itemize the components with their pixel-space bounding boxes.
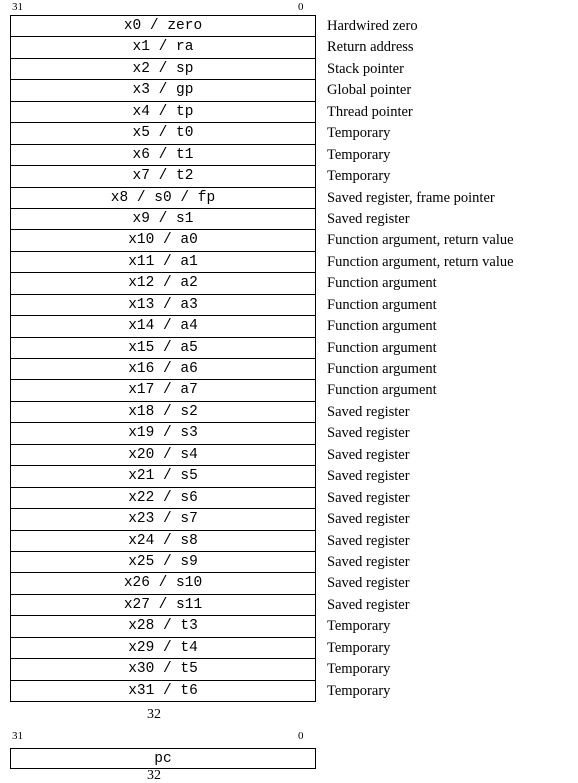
register-description: Function argument, return value — [327, 232, 514, 249]
register-row — [10, 316, 437, 337]
register-description: Temporary — [327, 682, 391, 699]
register-name-cell: x14 / a4 — [10, 316, 316, 337]
register-file-table — [10, 15, 514, 702]
register-description: Stack pointer — [327, 60, 404, 77]
register-row — [10, 638, 391, 659]
register-row — [10, 16, 418, 37]
register-row — [10, 188, 495, 209]
register-name-cell: x29 / t4 — [10, 638, 316, 659]
register-name-cell: x11 / a1 — [10, 252, 316, 273]
register-name-cell: x24 / s8 — [10, 531, 316, 552]
register-description: Saved register — [327, 596, 410, 613]
register-row — [10, 595, 410, 616]
register-row — [10, 252, 514, 273]
bottom-bit-lsb-label: 0 — [298, 730, 304, 742]
register-row — [10, 488, 410, 509]
register-description: Function argument — [327, 361, 437, 377]
register-name-cell: x3 / gp — [10, 80, 316, 101]
register-description: Saved register — [327, 511, 410, 528]
register-row — [10, 531, 410, 552]
register-name-cell: x13 / a3 — [10, 295, 316, 316]
register-name-cell: x25 / s9 — [10, 552, 316, 573]
register-row — [10, 573, 410, 594]
register-description: Temporary — [327, 125, 391, 142]
register-name-cell: x4 / tp — [10, 102, 316, 123]
register-row — [10, 423, 410, 444]
register-description: Saved register — [327, 210, 410, 227]
register-description: Saved register — [327, 468, 410, 485]
bottom-width-label: 32 — [147, 768, 161, 783]
register-row — [10, 509, 410, 530]
register-description: Temporary — [327, 639, 391, 656]
register-description: Function argument — [327, 296, 437, 313]
register-description: Function argument, return value — [327, 253, 514, 270]
register-description: Global pointer — [327, 82, 412, 99]
register-description: Saved register — [327, 575, 410, 592]
register-description: Saved register, frame pointer — [327, 189, 495, 206]
register-name-cell: x7 / t2 — [10, 166, 316, 187]
register-name-cell: x17 / a7 — [10, 380, 316, 401]
register-name-cell: x15 / a5 — [10, 338, 316, 359]
register-description: Hardwired zero — [327, 18, 418, 34]
register-row — [10, 402, 410, 423]
register-description: Temporary — [327, 168, 391, 185]
register-description: Saved register — [327, 553, 410, 570]
register-row — [10, 359, 437, 380]
register-row — [10, 681, 391, 702]
register-description: Saved register — [327, 489, 410, 506]
register-row — [10, 338, 437, 359]
register-name-cell: x26 / s10 — [10, 573, 316, 594]
register-row — [10, 273, 437, 294]
register-name-cell: x28 / t3 — [10, 616, 316, 637]
register-row — [10, 230, 514, 251]
register-description: Saved register — [327, 425, 410, 442]
register-row — [10, 295, 437, 316]
register-name-cell: x12 / a2 — [10, 273, 316, 294]
register-description: Thread pointer — [327, 103, 413, 120]
register-name-cell: x1 / ra — [10, 37, 316, 58]
register-row — [10, 616, 391, 637]
register-row — [10, 166, 391, 187]
register-row — [10, 59, 404, 80]
register-name-cell: x30 / t5 — [10, 659, 316, 680]
register-row — [10, 380, 437, 401]
register-row — [10, 123, 391, 144]
register-description: Temporary — [327, 661, 391, 678]
register-name-cell: x9 / s1 — [10, 209, 316, 230]
register-row — [10, 445, 410, 466]
register-description: Saved register — [327, 403, 410, 420]
register-name-cell: x19 / s3 — [10, 423, 316, 444]
register-description: Function argument — [327, 275, 437, 292]
register-description: Function argument — [327, 382, 437, 399]
register-name-cell: x31 / t6 — [10, 681, 316, 702]
register-description: Temporary — [327, 618, 391, 635]
top-bit-msb-label: 31 — [12, 1, 23, 13]
register-row — [10, 209, 410, 230]
register-description: Return address — [327, 39, 414, 56]
register-name-cell: x16 / a6 — [10, 359, 316, 380]
register-name-cell: x5 / t0 — [10, 123, 316, 144]
register-row — [10, 80, 412, 101]
register-name-cell: x8 / s0 / fp — [10, 188, 316, 209]
register-name-cell: x6 / t1 — [10, 145, 316, 166]
register-name-cell: x18 / s2 — [10, 402, 316, 423]
pc-register-cell: pc — [10, 748, 316, 769]
register-row — [10, 552, 410, 573]
register-name-cell: x10 / a0 — [10, 230, 316, 251]
top-bit-lsb-label: 0 — [298, 1, 304, 13]
register-name-cell: x21 / s5 — [10, 466, 316, 487]
register-name-cell: x23 / s7 — [10, 509, 316, 530]
register-description: Saved register — [327, 532, 410, 549]
register-description: Saved register — [327, 446, 410, 463]
register-row — [10, 102, 413, 123]
register-name-cell: x0 / zero — [10, 16, 316, 37]
register-description: Temporary — [327, 146, 391, 163]
register-name-cell: x22 / s6 — [10, 488, 316, 509]
register-row — [10, 37, 414, 58]
register-row — [10, 466, 410, 487]
register-name-cell: x20 / s4 — [10, 445, 316, 466]
register-row — [10, 659, 391, 680]
register-name-cell: x27 / s11 — [10, 595, 316, 616]
register-name-cell: x2 / sp — [10, 59, 316, 80]
top-width-label: 32 — [147, 707, 161, 722]
bottom-bit-msb-label: 31 — [12, 730, 23, 742]
register-description: Function argument — [327, 318, 437, 335]
register-row — [10, 145, 391, 166]
register-description: Function argument — [327, 339, 437, 356]
